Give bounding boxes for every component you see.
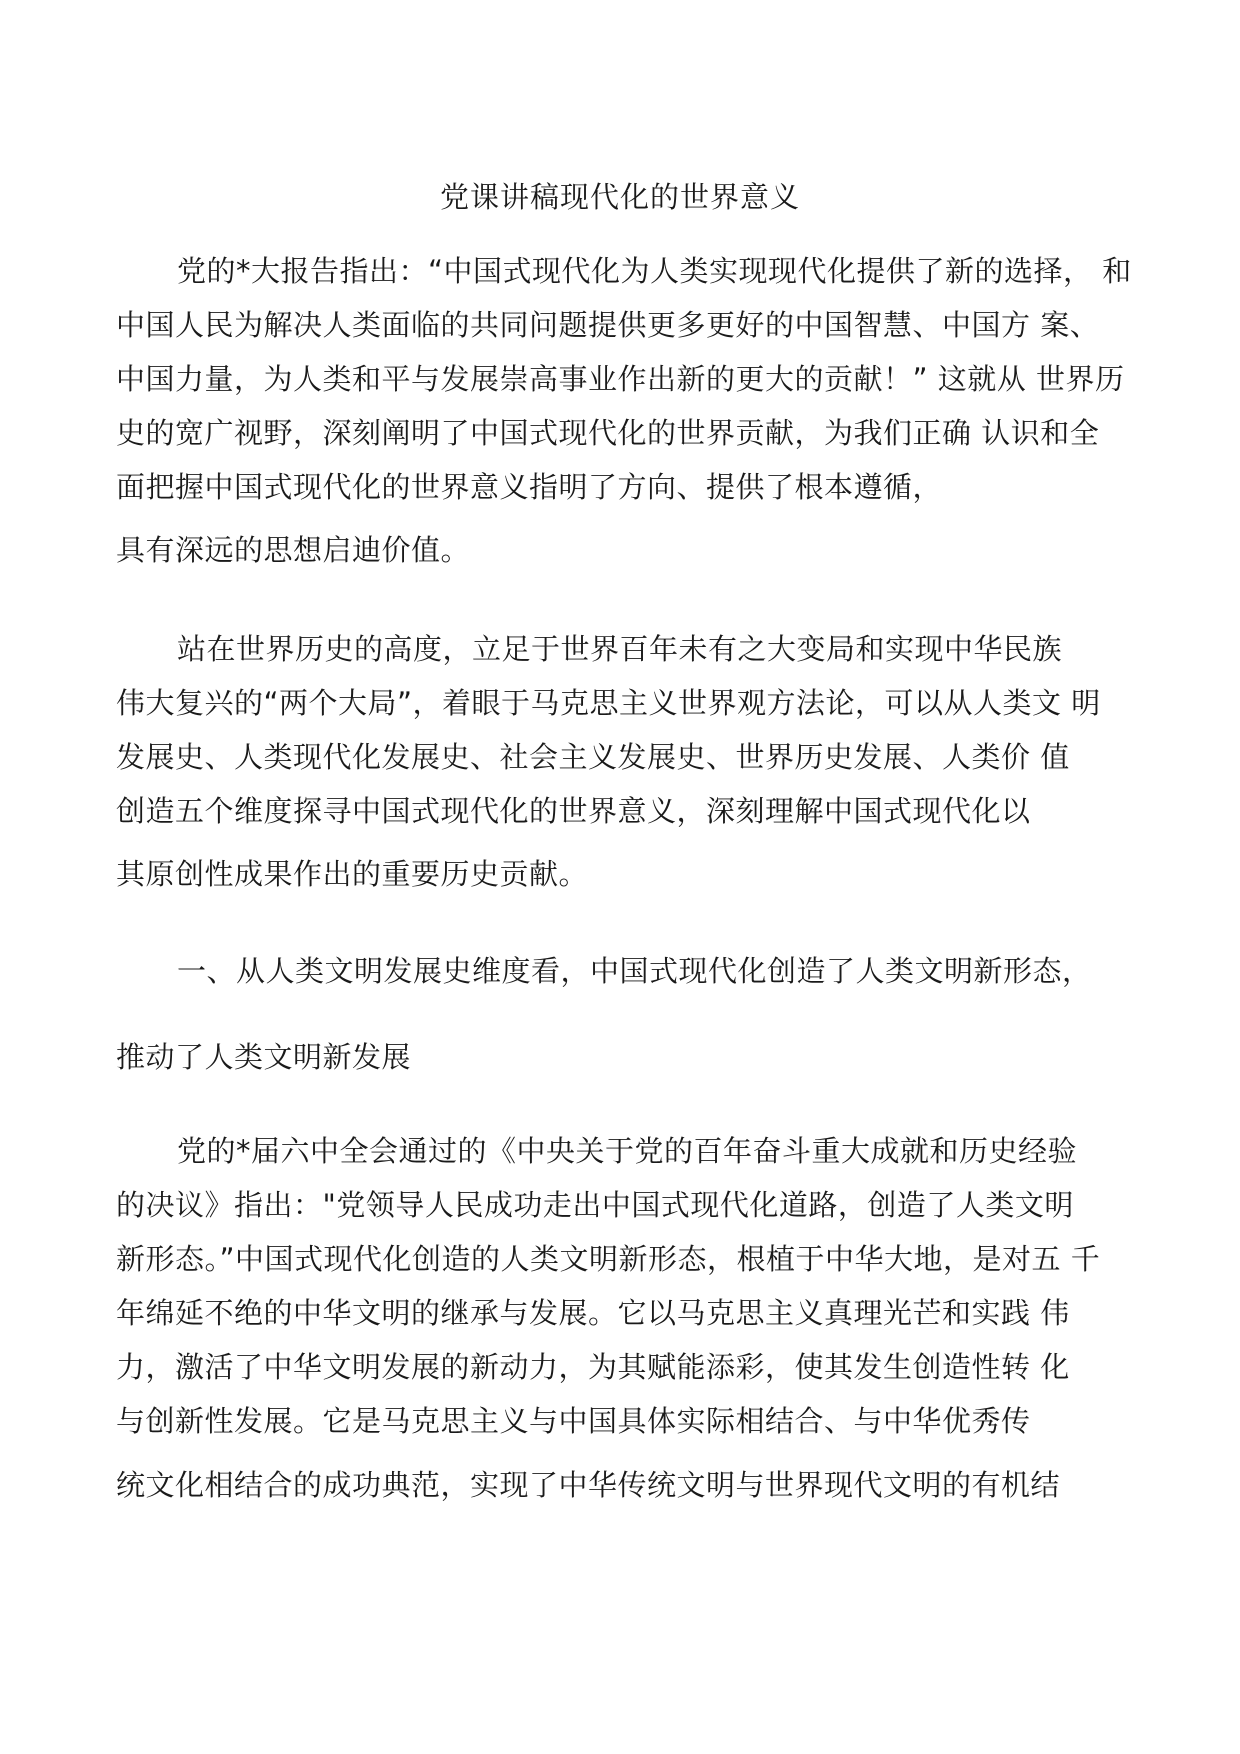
paragraph-2-line-4: 创造五个维度探寻中国式现代化的世界意义，深刻理解中国式现代化以: [116, 794, 1031, 828]
paragraph-2-line-2: 伟大复兴的“两个大局”，着眼于马克思主义世界观方法论，可以从人类文 明: [116, 686, 1101, 720]
paragraph-3-line-6: 与创新性发展。它是马克思主义与中国具体实际相结合、与中华优秀传: [116, 1404, 1031, 1438]
paragraph-1-line-2: 中国人民为解决人类面临的共同问题提供更多更好的中国智慧、中国方 案、: [116, 308, 1100, 342]
section-heading-line-2: 推动了人类文明新发展: [116, 1040, 412, 1074]
paragraph-3-line-3: 新形态。”中国式现代化创造的人类文明新形态，根植于中华大地，是对五 千: [116, 1242, 1101, 1276]
page-title: 党课讲稿现代化的世界意义: [439, 180, 800, 214]
section-heading-line-1: 一、从人类文明发展史维度看，中国式现代化创造了人类文明新形态，: [177, 954, 1092, 988]
paragraph-3-line-5: 力，激活了中华文明发展的新动力，为其赋能添彩，使其发生创造性转 化: [116, 1350, 1070, 1384]
paragraph-1-line-3: 中国力量，为人类和平与发展崇高事业作出新的更大的贡献！” 这就从 世界历: [116, 362, 1125, 396]
paragraph-2-line-5: 其原创性成果作出的重要历史贡献。: [116, 857, 589, 891]
paragraph-1-line-6: 具有深远的思想启迪价值。: [116, 533, 471, 567]
paragraph-3-line-7: 统文化相结合的成功典范，实现了中华传统文明与世界现代文明的有机结: [116, 1468, 1061, 1502]
paragraph-1-line-5: 面把握中国式现代化的世界意义指明了方向、提供了根本遵循，: [116, 470, 943, 504]
paragraph-3-line-4: 年绵延不绝的中华文明的继承与发展。它以马克思主义真理光芒和实践 伟: [116, 1296, 1070, 1330]
paragraph-1-line-4: 史的宽广视野，深刻阐明了中国式现代化的世界贡献，为我们正确 认识和全: [116, 416, 1100, 450]
paragraph-2-line-3: 发展史、人类现代化发展史、社会主义发展史、世界历史发展、人类价 值: [116, 740, 1070, 774]
paragraph-3-line-1: 党的*届六中全会通过的《中央关于党的百年奋斗重大成就和历史经验: [177, 1134, 1078, 1168]
paragraph-1-line-1: 党的*大报告指出：“中国式现代化为人类实现现代化提供了新的选择， 和: [177, 254, 1132, 288]
paragraph-3-line-2: 的决议》指出："党领导人民成功走出中国式现代化道路，创造了人类文明: [116, 1188, 1074, 1222]
paragraph-2-line-1: 站在世界历史的高度，立足于世界百年未有之大变局和实现中华民族: [177, 632, 1063, 666]
